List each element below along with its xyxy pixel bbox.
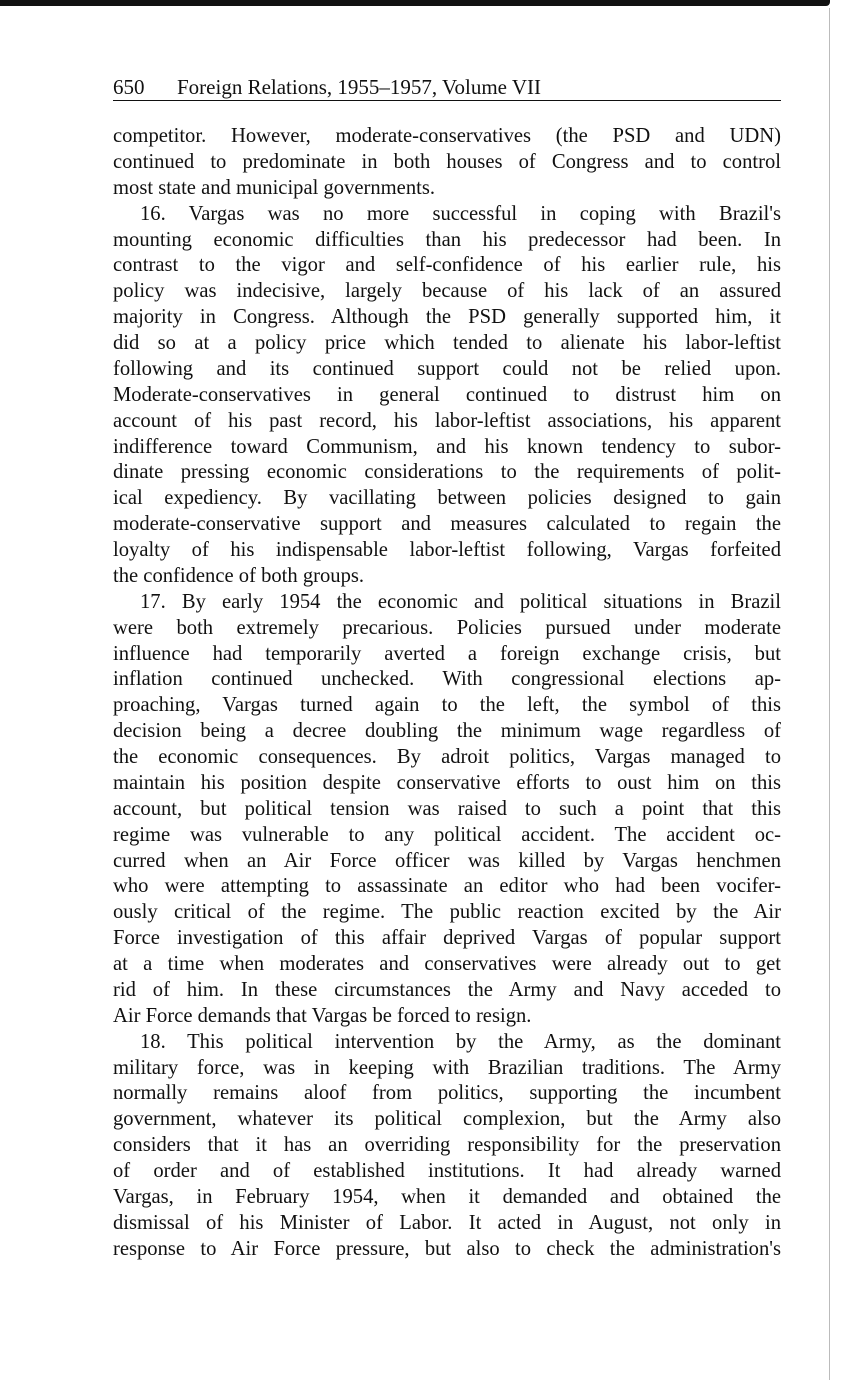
text-line: contrast to the vigor and self-confidence of his earlier rule, his <box>113 254 781 277</box>
text-line: did so at a policy price which tended to alienate his labor-leftist <box>113 332 781 354</box>
text-line: 17. By early 1954 the economic and political situations in Brazil <box>140 590 781 613</box>
text-line: military force, was in keeping with Brazilian traditions. The Army <box>113 1056 781 1079</box>
text-line: following and its continued support could not be relied upon. <box>113 357 781 380</box>
text-line: proaching, Vargas turned again to the left, the symbol of this <box>113 694 781 717</box>
text-line: regime was vulnerable to any political accident. The accident oc- <box>113 823 781 846</box>
text-line: response to Air Force pressure, but also to check the administration's <box>113 1237 781 1260</box>
text-line: Vargas, in February 1954, when it demanded and obtained the <box>113 1185 781 1208</box>
text-line: Air Force demands that Vargas be forced to resign. <box>113 1004 532 1027</box>
text-line: ously critical of the regime. The public reaction excited by the Air <box>113 901 781 924</box>
document-body <box>113 124 781 1263</box>
text-line: dinate pressing economic considerations to the requirements of polit- <box>113 461 781 484</box>
text-line: maintain his position despite conservative efforts to oust him on this <box>113 771 781 794</box>
text-line: most state and municipal governments. <box>113 176 435 199</box>
paragraph <box>113 590 781 1030</box>
text-line: mounting economic difficulties than his predecessor had been. In <box>113 228 781 251</box>
text-line: moderate-conservative support and measures calculated to regain the <box>113 513 781 536</box>
text-line: the confidence of both groups. <box>113 564 365 587</box>
paragraph <box>113 124 781 202</box>
running-header <box>113 74 781 101</box>
scan-edge-right <box>829 8 830 1380</box>
text-line: normally remains aloof from politics, supporting the incumbent <box>113 1082 781 1105</box>
text-line: rid of him. In these circumstances the Army and Navy acceded to <box>113 978 781 1001</box>
text-line: majority in Congress. Although the PSD generally supported him, it <box>113 306 781 329</box>
text-line: dismissal of his Minister of Labor. It acted in August, not only in <box>113 1211 781 1234</box>
text-line: account, but political tension was raised to such a point that this <box>113 797 781 820</box>
text-line: 16. Vargas was no more successful in coping with Brazil's <box>140 202 781 225</box>
text-line: Moderate-conservatives in general continued to distrust him on <box>113 383 781 406</box>
text-line: Force investigation of this affair deprived Vargas of popular support <box>113 927 781 950</box>
page-number: 650 <box>113 75 145 99</box>
text-line: inflation continued unchecked. With congressional elections ap- <box>113 668 781 691</box>
text-line: indifference toward Communism, and his known tendency to subor- <box>113 435 781 458</box>
text-line: ical expediency. By vacillating between policies designed to gain <box>113 487 781 510</box>
text-line: of order and of established institutions. It had already warned <box>113 1160 781 1182</box>
header-title: Foreign Relations, 1955–1957, Volume VII <box>177 75 541 99</box>
text-line: continued to predominate in both houses of Congress and to control <box>113 150 781 173</box>
text-line: government, whatever its political complexion, but the Army also <box>113 1108 781 1131</box>
scan-edge-top <box>0 0 830 6</box>
text-line: who were attempting to assassinate an editor who had been vocifer- <box>113 875 781 898</box>
text-line: 18. This political intervention by the Army, as the dominant <box>140 1030 781 1053</box>
text-line: loyalty of his indispensable labor-leftist following, Vargas forfeited <box>113 539 781 561</box>
text-line: the economic consequences. By adroit politics, Vargas managed to <box>113 746 781 768</box>
text-line: at a time when moderates and conservatives were already out to get <box>113 953 781 975</box>
paragraph <box>113 1030 781 1263</box>
text-line: influence had temporarily averted a foreign exchange crisis, but <box>113 642 781 665</box>
text-line: decision being a decree doubling the minimum wage regardless of <box>113 720 781 743</box>
text-line: curred when an Air Force officer was killed by Vargas henchmen <box>113 849 781 872</box>
paragraph <box>113 202 781 590</box>
text-line: considers that it has an overriding responsibility for the preservation <box>113 1134 781 1157</box>
text-line: were both extremely precarious. Policies pursued under moderate <box>113 616 781 639</box>
text-line: policy was indecisive, largely because of his lack of an assured <box>113 280 781 303</box>
text-line: competitor. However, moderate-conservatives (the PSD and UDN) <box>113 125 781 147</box>
text-line: account of his past record, his labor-leftist associations, his apparent <box>113 409 781 432</box>
